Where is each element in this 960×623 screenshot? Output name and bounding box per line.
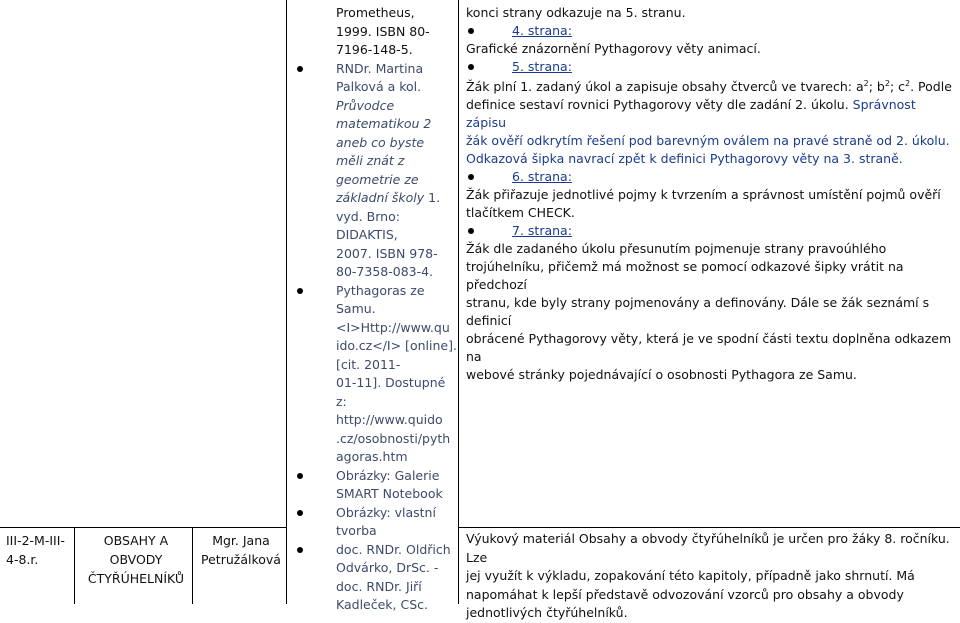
bullet-icon <box>468 174 474 180</box>
section-4-link[interactable]: 4. strana: <box>512 23 572 38</box>
grid-line <box>74 527 75 604</box>
reference-line: http://www.quido <box>336 412 443 427</box>
summary-line: jednotlivých čtyřúhelníků. <box>466 605 628 620</box>
reference-line: 1999. ISBN 80- <box>336 23 430 39</box>
reference-line: Palková a kol. <box>336 79 422 94</box>
summary-line: Výukový materiál Obsahy a obvody čtyřúhelníků je určen pro žáky 8. ročníku. Lze <box>466 531 950 565</box>
bullet-icon <box>297 288 303 294</box>
summary-line: napomáhat k lepší představě odvozování vzorců pro obsahy a obvody <box>466 586 904 602</box>
reference-line: 80-7358-083-4. <box>336 264 434 279</box>
reference-line: měli znát z <box>336 153 405 168</box>
summary-line: jej využít k výkladu, zopakování této kapitoly, případně jako shrnutí. Má <box>466 568 915 583</box>
bullet-icon <box>297 547 303 553</box>
section-5-text: . Podle <box>910 79 952 94</box>
superscript: 2 <box>863 78 869 88</box>
bullet-icon <box>468 228 474 234</box>
reference-line <box>336 189 458 208</box>
row-code: III-2-M-III-4-8.r. <box>6 533 65 567</box>
reference-line: ido.cz</I> [online]. <box>336 338 457 353</box>
reference-item <box>290 467 458 504</box>
reference-line: agoras.htm <box>336 449 408 464</box>
section-5-link[interactable]: 5. strana: <box>512 59 572 74</box>
reference-line: 2007. ISBN 978- <box>336 245 438 261</box>
section-5-text: Správnost zápisu <box>466 97 916 130</box>
section-6-text-line: Žák přiřazuje jednotlivé pojmy k tvrzením a správnost umístění pojmů ověří <box>466 187 941 202</box>
section-7-heading <box>466 222 956 240</box>
reference-line: <I>Http://www.qu <box>336 319 450 335</box>
reference-line: [cit. 2011- <box>336 356 401 372</box>
reference-line: RNDr. Martina <box>336 60 424 76</box>
section-5-text-line <box>466 78 956 96</box>
section-6-link[interactable]: 6. strana: <box>512 169 572 184</box>
grid-line <box>458 0 459 604</box>
grid-line <box>458 527 960 528</box>
bullet-icon <box>297 473 303 479</box>
section-6-heading <box>466 168 956 186</box>
section-6-text-line: tlačítkem CHECK. <box>466 205 575 220</box>
description-intro: konci strany odkazuje na 5. stranu. <box>466 5 686 20</box>
reference-line: geometrie ze <box>336 171 419 187</box>
summary-block <box>466 530 960 623</box>
section-7-text-line: webové stránky pojednávající o osobnosti Pythagora ze Samu. <box>466 367 857 382</box>
section-4-text: Grafické znázornění Pythagorovy věty animací. <box>466 41 761 56</box>
section-5-text-line: žák ověří odkrytím řešení pod barevným oválem na pravé straně od 2. úkolu. <box>466 133 950 148</box>
reference-line: Samu. <box>336 301 376 316</box>
section-5-text: Žák plní 1. zadaný úkol a zapisuje obsahy čtverců ve tvarech: a <box>466 79 864 94</box>
reference-line: doc. RNDr. Jiří <box>336 578 422 594</box>
section-5-text-line: Odkazová šipka navrací zpět k definici Pythagorovy věty na 3. straně. <box>466 151 903 166</box>
references-list <box>290 4 458 615</box>
section-5-text-line <box>466 96 956 132</box>
reference-line: matematikou 2 <box>336 116 432 131</box>
section-5-text: ; b <box>868 79 885 94</box>
superscript: 2 <box>905 78 911 88</box>
section-4-heading <box>466 22 956 40</box>
superscript: 2 <box>884 78 890 88</box>
description-block <box>466 4 956 384</box>
bullet-icon <box>297 510 303 516</box>
reference-line: DIDAKTIS, <box>336 227 398 242</box>
section-7-text-line: obrácené Pythagorovy věty, která je ve spodní části textu doplněna odkazem na <box>466 331 952 364</box>
reference-line: Kadleček, CSc. <box>336 597 428 612</box>
reference-line: aneb co byste <box>336 134 425 150</box>
reference-item <box>290 60 458 282</box>
reference-line: Odvárko, DrSc. - <box>336 560 439 575</box>
section-5-text: ; c <box>889 79 905 94</box>
reference-line: .cz/osobnosti/pyth <box>336 430 451 446</box>
grid-line <box>192 527 193 604</box>
reference-item <box>290 504 458 541</box>
reference-item <box>290 4 458 60</box>
bullet-icon <box>297 66 303 72</box>
row-author: Mgr. Jana Petružálková <box>201 533 281 567</box>
reference-line: vyd. Brno: <box>336 208 400 224</box>
reference-line: SMART Notebook <box>336 486 443 501</box>
reference-line: doc. RNDr. Oldřich <box>336 541 451 557</box>
row-title: OBSAHY A OBVODY ČTYŘÚHELNÍKŮ <box>87 533 185 586</box>
section-7-text-line: Žák dle zadaného úkolu přesunutím pojmenuje strany pravoúhlého <box>466 241 887 256</box>
grid-line <box>286 0 287 604</box>
section-7-text-line: stranu, kde byly strany pojmenovány a definovány. Dále se žák seznámí s definicí <box>466 295 930 328</box>
reference-item <box>290 282 458 467</box>
bullet-icon <box>468 64 474 70</box>
reference-item <box>290 541 458 615</box>
section-7-link[interactable]: 7. strana: <box>512 223 572 238</box>
bullet-icon <box>468 28 474 34</box>
reference-line: 01-11]. Dostupné <box>336 375 446 390</box>
reference-line: Obrázky: vlastní <box>336 504 436 520</box>
grid-line <box>0 527 286 528</box>
reference-line: tvorba <box>336 523 377 538</box>
reference-line: Pythagoras ze <box>336 282 425 298</box>
reference-edition: 1. <box>424 190 441 205</box>
reference-line: Prometheus, <box>336 5 415 20</box>
section-5-text: definice sestaví rovnici Pythagorovy věty dle zadání 2. úkolu. <box>466 97 849 112</box>
reference-line: Průvodce <box>336 97 395 113</box>
section-7-text-line: trojúhelníku, přičemž má možnost se pomocí odkazové šipky vrátit na předchozí <box>466 259 904 292</box>
reference-line: 7196-148-5. <box>336 42 413 57</box>
section-5-heading <box>466 58 956 76</box>
reference-line: z: <box>336 393 347 409</box>
reference-line: Obrázky: Galerie <box>336 467 440 483</box>
reference-title: základní školy <box>336 190 425 205</box>
